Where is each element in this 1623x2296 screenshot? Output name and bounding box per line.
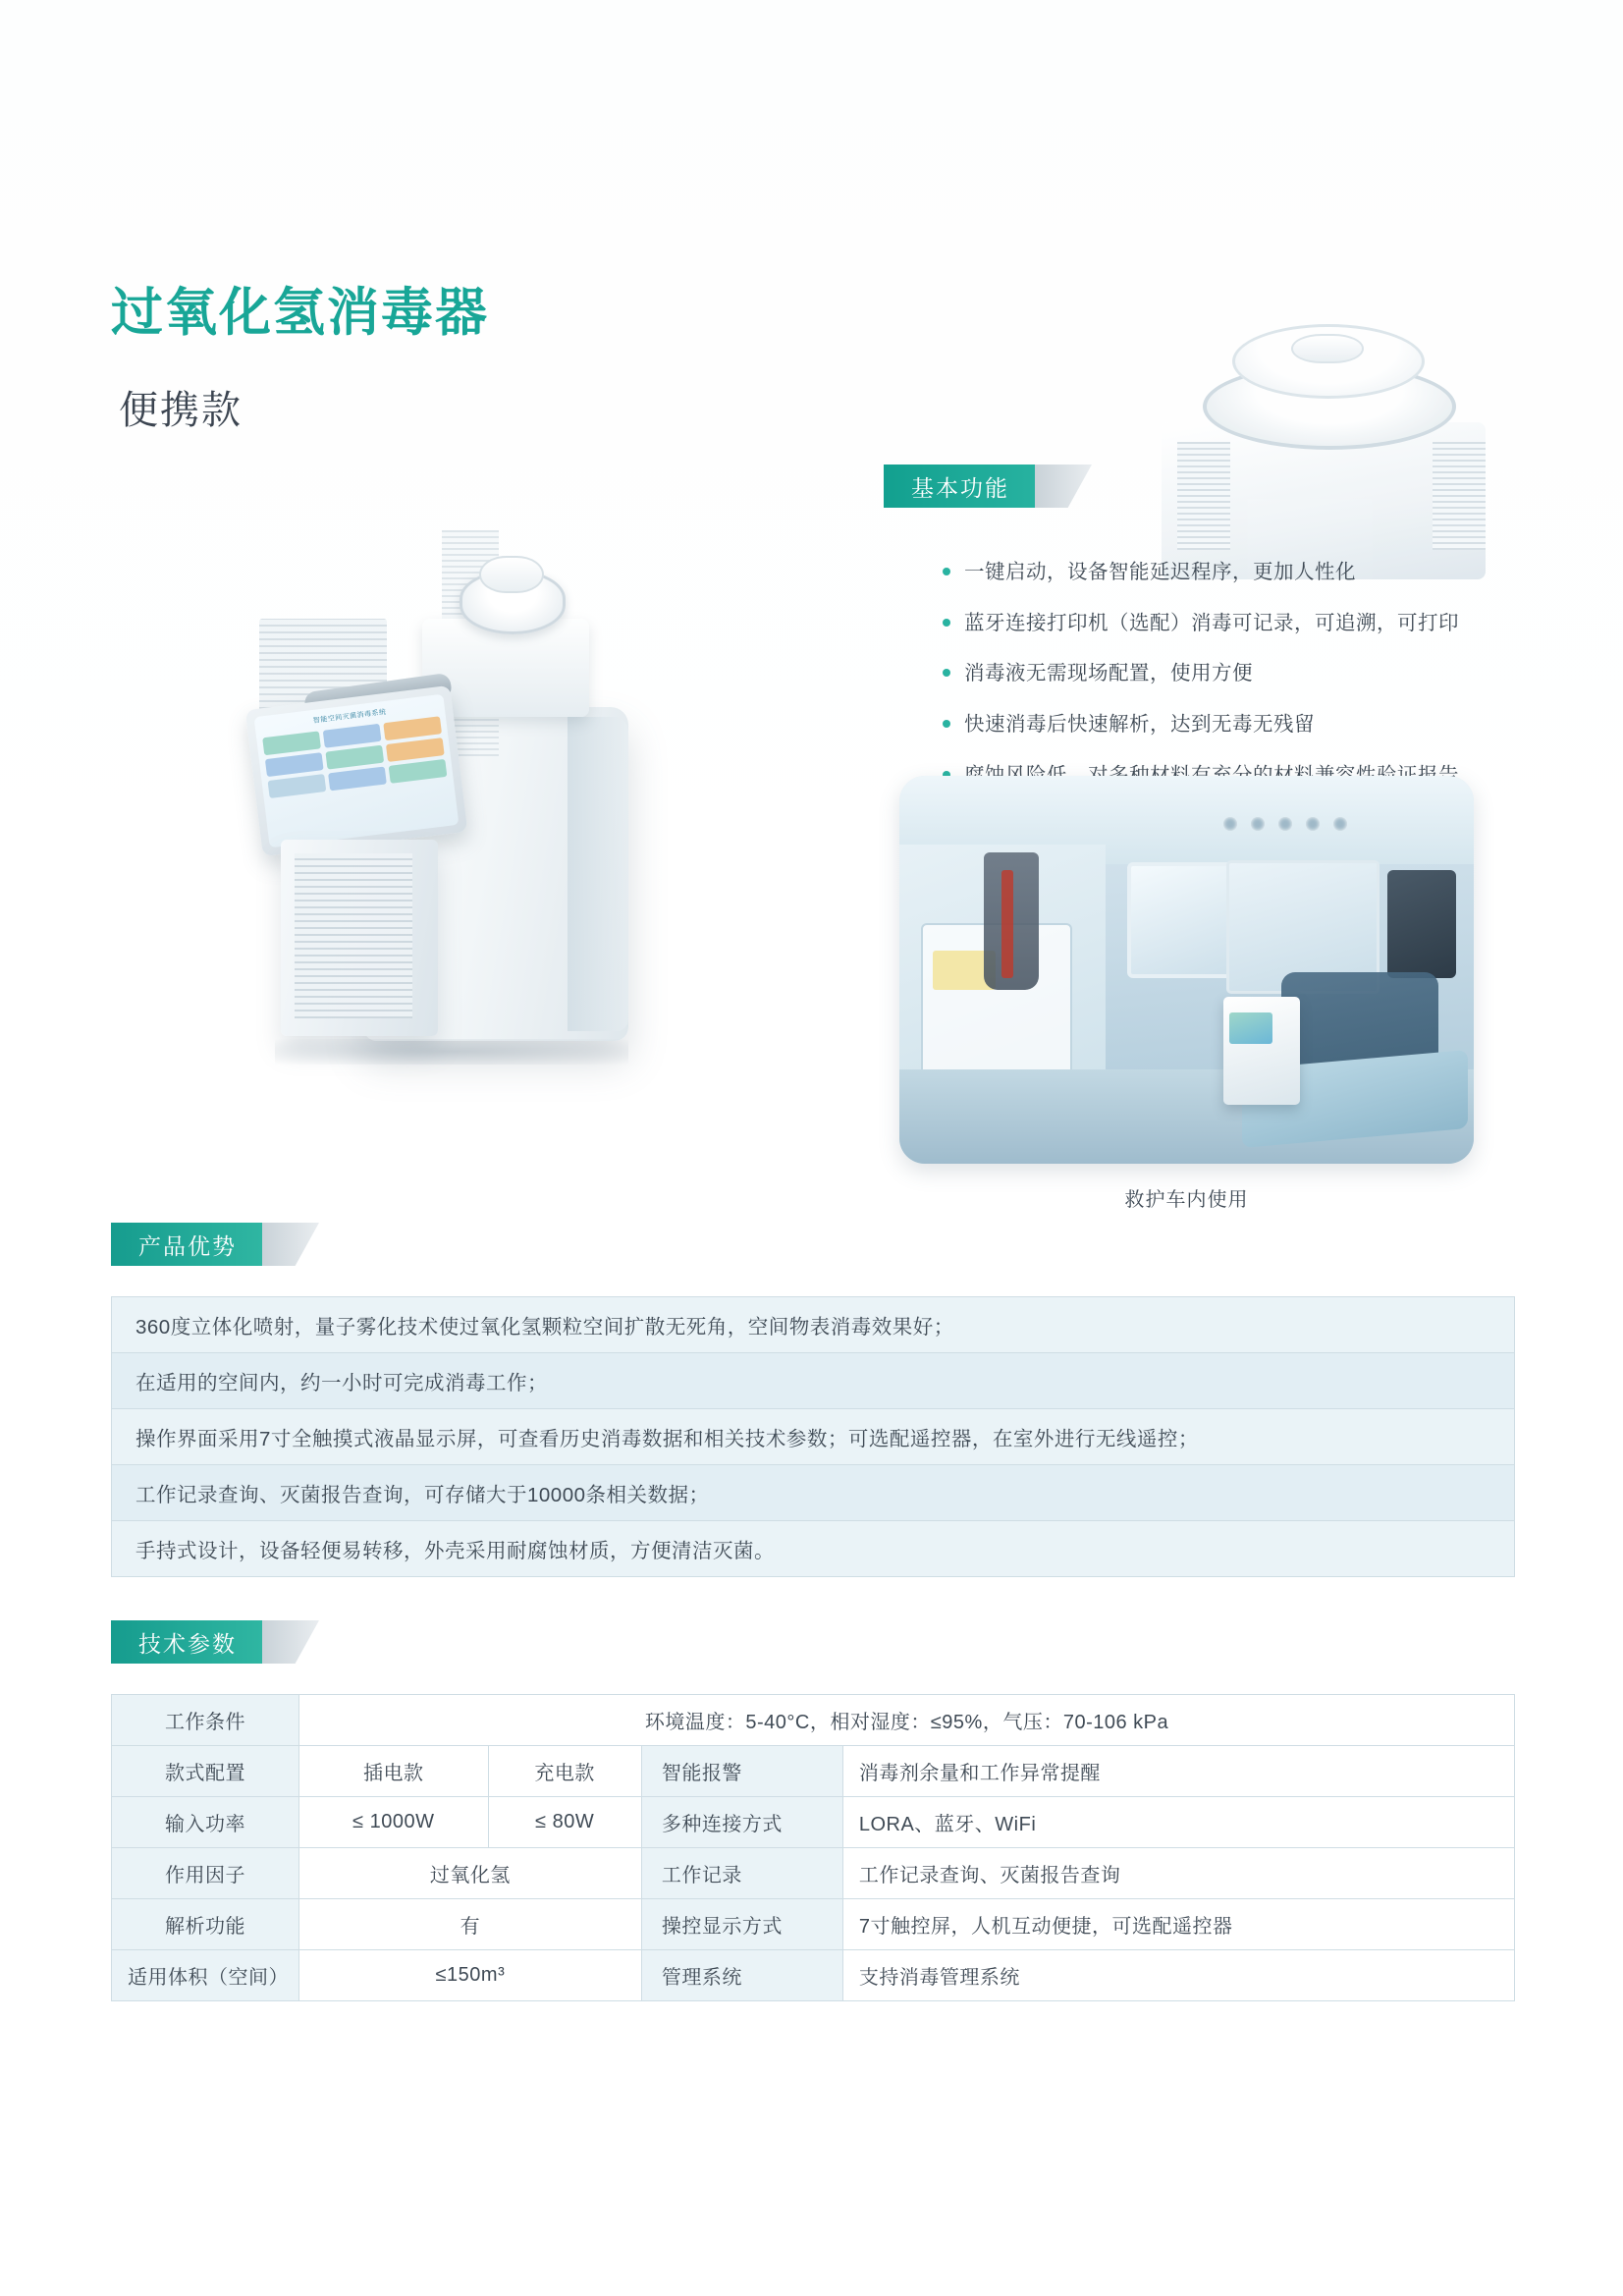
table-row xyxy=(112,1899,1515,1950)
spec-label: 解析功能 xyxy=(112,1899,299,1950)
spec-value: 支持消毒管理系统 xyxy=(842,1950,1514,2001)
section-header-label: 技术参数 xyxy=(111,1620,262,1664)
photo-caption: 救护车内使用 xyxy=(1124,1189,1249,1211)
touchscreen-tile xyxy=(268,774,327,798)
touchscreen-ui xyxy=(254,694,460,848)
list-item: 蓝牙连接打印机（选配）消毒可记录，可追溯，可打印 xyxy=(939,609,1547,638)
list-item: 一键启动，设备智能延迟程序，更加人性化 xyxy=(939,558,1547,587)
photo-device-screen xyxy=(1229,1012,1272,1044)
advantage-cell: 操作界面采用7寸全触摸式液晶显示屏，可查看历史消毒数据和相关技术参数；可选配遥控器，在室外进行无线遥控； xyxy=(112,1409,1515,1465)
spec-label: 输入功率 xyxy=(112,1797,299,1848)
ribbon-tail xyxy=(1035,465,1092,508)
touchscreen-tile xyxy=(323,724,382,748)
spec-label: 作用因子 xyxy=(112,1848,299,1899)
spec-label-secondary: 操控显示方式 xyxy=(641,1899,842,1950)
spec-value-wide: 环境温度：5-40°C，相对湿度：≤95%，气压：70-106 kPa xyxy=(299,1695,1515,1746)
section-header-label: 基本功能 xyxy=(884,465,1035,508)
light-dot xyxy=(1333,817,1347,831)
spec-value: 充电款 xyxy=(488,1746,641,1797)
spec-label-secondary: 工作记录 xyxy=(641,1848,842,1899)
touchscreen-tile xyxy=(325,745,384,770)
spec-label: 款式配置 xyxy=(112,1746,299,1797)
touchscreen-tile xyxy=(386,738,445,762)
advantage-cell: 手持式设计，设备轻便易转移，外壳采用耐腐蚀材质，方便清洁灭菌。 xyxy=(112,1521,1515,1577)
table-row xyxy=(112,1695,1515,1746)
light-dot xyxy=(1306,817,1320,831)
spec-label: 工作条件 xyxy=(112,1695,299,1746)
spec-label: 适用体积（空间） xyxy=(112,1950,299,2001)
advantage-cell: 工作记录查询、灭菌报告查询，可存储大于10000条相关数据； xyxy=(112,1465,1515,1521)
spec-value: LORA、蓝牙、WiFi xyxy=(842,1797,1514,1848)
table-row xyxy=(112,1950,1515,2001)
device-sprayer-cap xyxy=(479,556,544,593)
photo-ceiling-lights xyxy=(1223,817,1347,831)
touchscreen-tile xyxy=(265,752,324,777)
page-subtitle: 便携款 xyxy=(119,389,243,433)
advantage-cell: 360度立体化喷射，量子雾化技术使过氧化氢颗粒空间扩散无死角，空间物表消毒效果好； xyxy=(112,1297,1515,1353)
table-row xyxy=(112,1797,1515,1848)
section-header-basic-functions xyxy=(884,465,1092,508)
table-row xyxy=(112,1848,1515,1899)
table-row xyxy=(112,1353,1515,1409)
light-dot xyxy=(1278,817,1292,831)
touchscreen-tile xyxy=(328,766,387,791)
spec-label-secondary: 多种连接方式 xyxy=(641,1797,842,1848)
table-row xyxy=(112,1746,1515,1797)
photo-disinfector-device xyxy=(1223,997,1300,1105)
spec-value: 消毒剂余量和工作异常提醒 xyxy=(842,1746,1514,1797)
touchscreen-tile xyxy=(383,716,442,740)
table-row xyxy=(112,1521,1515,1577)
advantages-table xyxy=(111,1296,1515,1577)
touchscreen-title: 智能空间灭菌消毒系统 xyxy=(312,708,387,725)
light-dot xyxy=(1251,817,1265,831)
spec-label-secondary: 管理系统 xyxy=(641,1950,842,2001)
ribbon-tail xyxy=(262,1223,319,1266)
device-shadow xyxy=(275,1039,628,1065)
table-row xyxy=(112,1297,1515,1353)
spec-value: 过氧化氢 xyxy=(299,1848,642,1899)
spec-value: 插电款 xyxy=(299,1746,489,1797)
section-header-label: 产品优势 xyxy=(111,1223,262,1266)
title-block xyxy=(111,285,489,435)
device-vent-left xyxy=(1177,442,1230,550)
spec-value: ≤ 1000W xyxy=(299,1797,489,1848)
spec-value: ≤ 80W xyxy=(488,1797,641,1848)
ribbon-tail xyxy=(262,1620,319,1664)
device-illustration-main xyxy=(245,501,736,1090)
touchscreen-tile xyxy=(389,759,448,784)
device-vent-right xyxy=(1433,442,1486,550)
device-nozzle-cap xyxy=(1291,334,1364,363)
table-row xyxy=(112,1465,1515,1521)
list-item: 快速消毒后快速解析，达到无毒无残留 xyxy=(939,710,1547,739)
device-illustration-secondary xyxy=(1142,275,1515,599)
spec-value: 7寸触控屏，人机互动便捷，可选配遥控器 xyxy=(842,1899,1514,1950)
page-title: 过氧化氢消毒器 xyxy=(111,284,489,342)
section-header-specs xyxy=(111,1620,319,1664)
table-row xyxy=(112,1409,1515,1465)
spec-label-secondary: 智能报警 xyxy=(641,1746,842,1797)
device-base-stand xyxy=(281,840,438,1036)
section-header-advantages xyxy=(111,1223,319,1266)
ambulance-interior-photo xyxy=(899,776,1474,1164)
advantage-cell: 在适用的空间内，约一小时可完成消毒工作； xyxy=(112,1353,1515,1409)
basic-functions-list xyxy=(899,558,1547,812)
list-item: 消毒液无需现场配置，使用方便 xyxy=(939,659,1547,688)
device-touchscreen xyxy=(245,685,468,856)
touchscreen-tile xyxy=(262,731,321,755)
spec-value: 工作记录查询、灭菌报告查询 xyxy=(842,1848,1514,1899)
photo-monitor xyxy=(1387,870,1456,978)
spec-value: 有 xyxy=(299,1899,642,1950)
light-dot xyxy=(1223,817,1237,831)
photo-red-strap xyxy=(1001,870,1013,978)
spec-value: ≤150m³ xyxy=(299,1950,642,2001)
device-base-vents xyxy=(295,853,412,1018)
specs-table xyxy=(111,1694,1515,2001)
